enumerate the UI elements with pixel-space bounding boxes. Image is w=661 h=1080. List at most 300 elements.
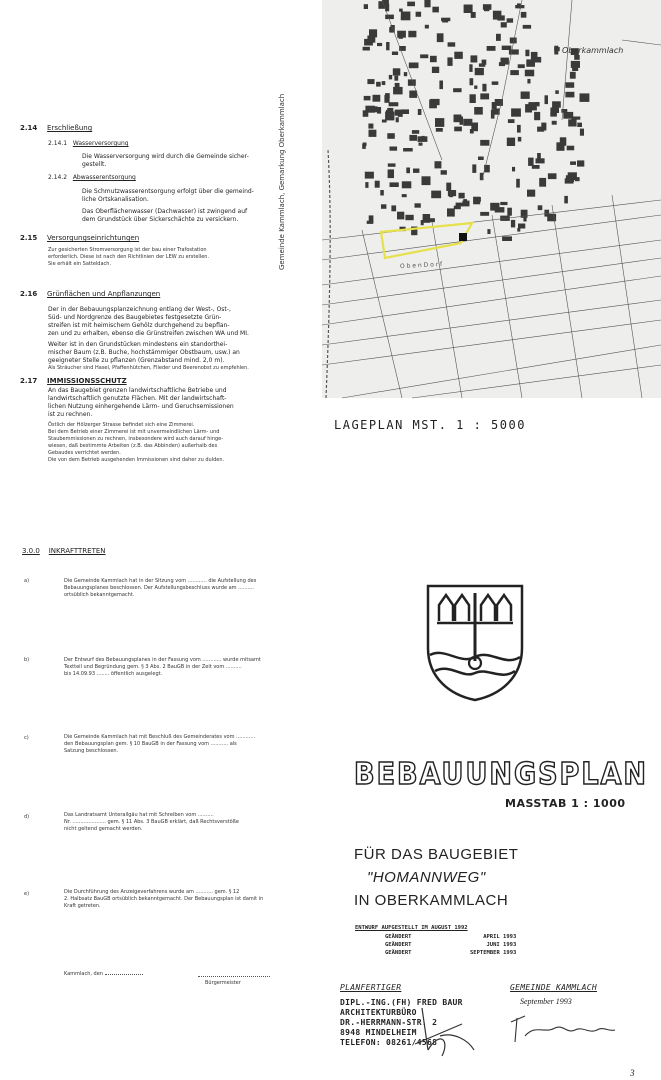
building-block — [418, 109, 422, 115]
section-number: 2.14.1 — [48, 140, 68, 147]
building-block — [442, 19, 448, 22]
building-block — [406, 168, 410, 174]
building-block — [527, 190, 535, 197]
building-block — [577, 160, 584, 166]
building-block — [426, 219, 434, 223]
paragraph-2-14-1 — [82, 153, 249, 169]
text-line: liche Ortskanalisation. — [82, 196, 149, 203]
building-block — [552, 101, 561, 107]
building-block — [537, 153, 541, 160]
building-block — [409, 135, 417, 141]
text-line: Der Entwurf des Bebauungsplanes in der Fassung vom ............ wurde mitsamt — [64, 657, 261, 663]
building-block — [577, 123, 582, 127]
place-label: Oberkammlach — [562, 46, 624, 55]
building-block — [377, 107, 381, 114]
municipality-heading: GEMEINDE KAMMLACH — [510, 983, 597, 992]
building-block — [367, 79, 374, 84]
planfertiger-heading: PLANFERTIGER — [340, 983, 402, 992]
building-block — [518, 224, 525, 229]
building-block — [493, 11, 502, 20]
building-block — [523, 25, 531, 29]
building-block — [385, 112, 394, 121]
building-block — [510, 70, 519, 75]
text-line: mischer Baum (z.B. Buche, hochstämmiger Obstbaum, usw.) an — [48, 349, 240, 356]
section-number: 2.14.2 — [48, 174, 68, 181]
building-block — [470, 78, 474, 85]
parcel-lines — [322, 0, 661, 398]
section-number: 2.17 — [20, 377, 38, 385]
building-block — [541, 123, 546, 131]
building-block — [405, 215, 413, 220]
building-block — [502, 236, 512, 241]
boundary-label: Gemeinde Kammlach, Gemarkung Oberkammlach — [278, 93, 286, 270]
building-block — [555, 90, 559, 94]
coat-of-arms-icon — [425, 583, 525, 703]
signature-role: Bürgermeister — [205, 980, 241, 986]
building-block — [487, 229, 490, 234]
building-block — [441, 170, 447, 175]
step-a-text — [64, 578, 256, 599]
building-block — [389, 75, 392, 80]
building-block — [431, 191, 441, 199]
building-block — [463, 199, 467, 205]
plan-title: BEBAUUNGSPLAN — [354, 757, 648, 792]
text-line: zen und zu erhalten, ebenso die Grünstreifen zwischen WA und MI. — [48, 330, 249, 337]
building-block — [502, 46, 512, 50]
section-title: Abwasserentsorgung — [72, 174, 136, 181]
text-line: Textteil und Begründung gem. § 3 Abs. 2 BauGB in der Zeit vom .......... — [64, 664, 242, 670]
building-block — [424, 0, 430, 7]
subsection-2-14-2 — [48, 174, 136, 182]
building-block — [363, 143, 367, 147]
revision-row-3 — [385, 950, 516, 957]
building-block — [508, 119, 515, 123]
building-block — [580, 93, 590, 102]
text-line: geeigneter Stelle zu pflanzen (Grenzabstand mind. 2,0 m). — [48, 357, 225, 364]
step-d-text — [64, 812, 239, 833]
building-block — [507, 18, 513, 22]
building-block — [518, 137, 522, 142]
building-block — [365, 182, 368, 188]
section-number: 2.16 — [20, 290, 38, 298]
text-line: Als Sträucher sind Hasel, Pfaffenhütchen, Flieder und Beerenobst zu empfehlen. — [48, 365, 249, 371]
building-block — [454, 52, 463, 59]
building-block — [454, 127, 462, 132]
plan-scale: MASSTAB 1 : 1000 — [505, 797, 626, 810]
building-block — [552, 121, 557, 125]
building-block — [403, 148, 413, 152]
building-block — [535, 102, 540, 106]
text-line: Sie erhält ein Satteldach. — [48, 261, 112, 267]
text-line: erforderlich. Diese ist nach den Richtlinien der LEW zu erstellen. — [48, 254, 210, 260]
building-block — [501, 22, 507, 27]
text-line: nicht geltend gemacht werden. — [64, 826, 143, 832]
building-block — [464, 5, 473, 14]
building-block — [420, 54, 428, 58]
building-block — [527, 79, 530, 84]
building-block — [447, 57, 452, 66]
section-title: Wasserversorgung — [72, 140, 129, 147]
building-block — [507, 138, 515, 146]
map-drawing — [322, 0, 661, 398]
text-line: wiesen, daß bestimmte Arbeiten (z.B. das Abbinden) außerhalb des — [48, 443, 218, 449]
place-date-label: Kammlach, den — [64, 971, 103, 977]
building-block — [550, 108, 559, 114]
building-block — [394, 76, 398, 81]
signature-line — [198, 976, 270, 977]
building-block — [389, 102, 399, 106]
building-block — [470, 94, 476, 103]
step-c-label: c) — [24, 735, 29, 741]
building-block — [397, 31, 406, 38]
building-block — [459, 193, 465, 199]
text-line: Das Oberflächenwasser (Dachwasser) ist zwingend auf — [82, 208, 248, 215]
building-block — [364, 4, 368, 9]
field-label: O b e n D o r f — [399, 260, 443, 271]
building-block — [418, 136, 428, 142]
building-block — [382, 81, 386, 85]
step-b-label: b) — [24, 657, 30, 663]
section-heading-2-14 — [20, 124, 92, 133]
building-block — [480, 212, 489, 216]
building-block — [512, 167, 515, 172]
text-line: Staubemmissionen zu rechnen, insbesondere wird auch darauf hinge- — [48, 436, 224, 442]
text-line: Östlich der Hölzerger Strasse befindet sich eine Zimmerei. — [48, 422, 195, 428]
building-block — [439, 81, 443, 90]
subtitle-line-3: IN OBERKAMMLACH — [354, 892, 509, 909]
building-block — [386, 42, 389, 50]
building-block — [392, 52, 398, 56]
building-block — [492, 81, 499, 85]
building-block — [453, 88, 462, 92]
section-number: 2.14 — [20, 124, 38, 132]
building-block — [368, 124, 373, 129]
village-buildings — [362, 0, 589, 241]
building-block — [436, 128, 443, 132]
building-block — [568, 119, 576, 126]
section-heading-3-0-0 — [22, 547, 106, 556]
text-line: Die von dem Betrieb ausgehenden Immissionen sind daher zu dulden. — [48, 457, 225, 463]
text-line: Satzung beschlossen. — [64, 748, 119, 754]
address-line: 8948 MINDELHEIM — [340, 1028, 417, 1037]
text-line: gestellt. — [82, 161, 107, 168]
building-block — [474, 107, 483, 115]
building-block — [554, 47, 560, 51]
text-line: Die Gemeinde Kammlach hat in der Sitzung vom ............ die Aufstellung des — [64, 578, 257, 584]
section-number: 3.0.0 — [22, 547, 40, 555]
text-line: dem Grundstück über Sickerschächte zu versickern. — [82, 216, 239, 223]
building-block — [565, 82, 574, 88]
text-line: Die Schmutzwasserentsorgung erfolgt über die gemeind- — [82, 188, 254, 195]
subtitle-line-1: FÜR DAS BAUGEBIET — [354, 846, 519, 863]
subtitle-line-2: "HOMANNWEG" — [367, 869, 486, 886]
building-block — [474, 86, 477, 89]
section-heading-2-16 — [20, 290, 160, 299]
building-block — [528, 158, 534, 166]
building-block — [375, 181, 380, 188]
building-block — [376, 82, 381, 87]
building-block — [413, 169, 419, 173]
building-block — [402, 194, 407, 197]
step-a-label: a) — [24, 578, 30, 584]
building-block — [475, 68, 484, 75]
building-block — [534, 112, 540, 120]
text-line: Weiter ist in den Grundstücken mindestens ein standorthei- — [48, 341, 228, 348]
revision-row-1 — [385, 934, 516, 941]
building-block — [568, 172, 577, 180]
building-block — [391, 205, 396, 211]
address-line: TELEFON: 08261/4568 — [340, 1038, 438, 1047]
text-line: bis 14.09.93 ........ öffentlich ausgelegt. — [64, 671, 163, 677]
building-block — [399, 9, 403, 12]
text-line: ist zu rechnen. — [48, 411, 93, 418]
address-line: DR.-HERRMANN-STR. 2 — [340, 1018, 438, 1027]
building-block — [516, 179, 520, 188]
revision-date: SEPTEMBER 1993 — [469, 950, 517, 956]
building-block — [409, 91, 417, 98]
architect-signature — [410, 1000, 480, 1060]
building-block — [390, 182, 399, 187]
building-block — [396, 117, 399, 122]
site-highlight — [381, 223, 472, 258]
coat-of-arms-seal — [425, 583, 525, 703]
section-title: INKRAFTTRETEN — [48, 547, 106, 555]
building-block — [525, 70, 534, 77]
building-block — [570, 72, 576, 79]
municipality-date: September 1993 — [520, 997, 572, 1006]
building-block — [521, 12, 527, 18]
step-e-label: e) — [24, 891, 30, 897]
text-line: Bei dem Betrieb einer Zimmerei ist mit unvermeindlichen Lärm- und — [48, 429, 220, 435]
building-block — [511, 108, 521, 116]
building-block — [385, 15, 394, 20]
text-line: Der in der Bebauungsplanzeichnung entlang der West-, Ost-, — [48, 306, 231, 313]
text-line: streifen ist mit heimischem Gehölz durchgehend zu bepflan- — [48, 322, 230, 329]
building-block — [539, 178, 546, 187]
building-block — [448, 42, 456, 46]
revision-label: GEÄNDERT — [385, 934, 412, 940]
building-block — [480, 93, 489, 99]
text-line: Die Durchführung des Anzeigeverfahrens wurde am ........... gem. § 12 — [64, 889, 240, 895]
revision-label: GEÄNDERT — [385, 950, 412, 956]
building-block — [487, 46, 496, 51]
building-block — [525, 50, 529, 57]
building-block — [501, 58, 509, 65]
building-block — [518, 64, 525, 68]
site-building — [459, 233, 467, 241]
text-line: Das Landratsamt Unterallgäu hat mit Schreiben vom .......... — [64, 812, 214, 818]
building-block — [517, 228, 520, 232]
text-line: Die Wasserversorgung wird durch die Gemeinde sicher- — [82, 153, 249, 160]
building-block — [416, 12, 422, 17]
building-block — [430, 56, 437, 62]
building-block — [432, 67, 439, 73]
section-title: Grünflächen und Anpflanzungen — [47, 290, 161, 298]
page-number: 3 — [630, 1068, 635, 1078]
building-block — [471, 55, 478, 62]
text-line: Zur gesicherten Stromversorgung ist der bau einer Trafostation — [48, 247, 207, 253]
building-block — [449, 193, 453, 197]
building-block — [393, 68, 401, 75]
building-block — [401, 16, 405, 20]
building-block — [378, 1, 385, 9]
building-block — [402, 181, 412, 188]
mayor-signature — [505, 1008, 620, 1048]
section-heading-2-17 — [20, 377, 127, 386]
building-block — [395, 83, 400, 88]
section-number: 2.15 — [20, 234, 38, 242]
address-line: ARCHITEKTURBÜRO — [340, 1008, 417, 1017]
building-block — [380, 190, 384, 196]
building-block — [521, 92, 530, 99]
building-block — [530, 107, 537, 111]
building-block — [574, 55, 580, 60]
text-line: Nr. ..................... gem. § 11 Abs. 3 BauGB erklärt, daß Rechtsverstöße — [64, 819, 239, 825]
section-title: Erschließung — [47, 124, 93, 132]
building-block — [548, 173, 557, 179]
building-block — [526, 59, 535, 66]
step-c-text — [64, 734, 255, 755]
section-heading-2-15 — [20, 234, 139, 243]
revision-row-2 — [385, 942, 516, 949]
signature-place — [64, 971, 143, 978]
building-block — [364, 39, 373, 46]
building-block — [556, 142, 564, 151]
building-block — [480, 140, 489, 146]
building-block — [538, 205, 543, 210]
section-title: Versorgungseinrichtungen — [47, 234, 140, 242]
building-block — [419, 143, 423, 146]
building-block — [373, 95, 381, 102]
text-line: landwirtschaftlich genutzte Flächen. Mit der landwirtschaft- — [48, 395, 227, 402]
building-block — [397, 212, 404, 220]
building-block — [381, 204, 386, 209]
step-e-text — [64, 889, 263, 910]
building-block — [407, 2, 415, 7]
paragraph-2-17 — [48, 387, 234, 464]
building-block — [580, 129, 584, 136]
building-block — [570, 161, 576, 165]
building-block — [456, 203, 463, 207]
text-line: Bebauungsplanes beschlossen. Der Aufstellungsbeschluss wurde am .......... — [64, 585, 255, 591]
location-plan-caption: LAGEPLAN MST. 1 : 5000 — [334, 418, 526, 432]
revision-date: JUNI 1993 — [486, 942, 517, 948]
text-line: Kraft getreten. — [64, 903, 101, 909]
building-block — [365, 172, 374, 179]
building-block — [472, 164, 476, 173]
building-block — [478, 157, 484, 161]
address-line: DIPL.-ING.(FH) FRED BAUR — [340, 998, 463, 1007]
building-block — [387, 133, 395, 139]
revision-date: 1992 — [454, 925, 468, 931]
building-block — [363, 47, 370, 51]
building-block — [500, 202, 507, 205]
building-block — [369, 215, 374, 223]
section-title: IMMISSIONSSCHUTZ — [47, 377, 127, 385]
building-block — [545, 95, 549, 104]
building-block — [475, 197, 481, 202]
building-block — [571, 117, 580, 120]
text-line: 2. Halbsatz BauGB ortsüblich bekanntgemacht. Der Bebauungsplan ist damit in — [64, 896, 264, 902]
building-block — [447, 208, 455, 216]
subsection-2-14-1 — [48, 140, 129, 148]
building-block — [496, 34, 501, 41]
building-block — [482, 60, 487, 65]
municipal-boundary — [326, 150, 330, 398]
building-block — [517, 125, 521, 133]
building-block — [425, 25, 429, 29]
building-block — [435, 161, 442, 168]
building-block — [369, 29, 377, 37]
building-block — [364, 96, 371, 101]
building-block — [395, 110, 403, 116]
building-block — [409, 63, 419, 69]
text-line: An das Baugebiet grenzen landwirtschaftliche Betriebe und — [48, 387, 227, 394]
building-block — [564, 196, 568, 204]
paragraph-2-14-2 — [82, 188, 254, 224]
revision-row-0 — [355, 925, 468, 932]
building-block — [388, 163, 396, 166]
building-block — [511, 220, 515, 228]
building-block — [463, 119, 472, 126]
building-block — [509, 49, 519, 54]
building-block — [404, 72, 407, 76]
building-block — [369, 130, 377, 137]
building-block — [550, 112, 557, 116]
building-block — [571, 61, 580, 68]
building-block — [408, 31, 416, 38]
building-block — [390, 147, 398, 151]
building-block — [435, 118, 444, 127]
building-block — [565, 92, 574, 98]
building-block — [415, 203, 421, 207]
revision-label: GEÄNDERT — [385, 942, 412, 948]
text-line: Die Gemeinde Kammlach hat mit Beschluß des Gemeinderates vom ............ — [64, 734, 256, 740]
building-block — [422, 176, 431, 185]
building-block — [515, 5, 524, 8]
revision-label: ENTWURF AUFGESTELLT IM AUGUST — [355, 925, 452, 931]
text-line: Süd- und Nordgrenze des Baugebietes festgesetzte Grün- — [48, 314, 222, 321]
revision-date: APRIL 1993 — [483, 934, 517, 940]
text-line: ortsüblich bekanntgemacht. — [64, 592, 135, 598]
paragraph-2-16 — [48, 306, 249, 372]
building-block — [491, 110, 495, 119]
building-block — [446, 183, 451, 191]
text-line: den Bebauungsplan gem. § 10 BauGB in der Fassung vom ........... als — [64, 741, 237, 747]
building-block — [454, 115, 462, 123]
building-block — [432, 7, 439, 13]
building-block — [567, 146, 575, 151]
paragraph-2-15 — [48, 247, 209, 268]
building-block — [377, 43, 382, 46]
building-block — [482, 84, 486, 92]
text-line: lichen Nutzung einhergehende Lärm- und Geruchsemissionen — [48, 403, 234, 410]
building-block — [437, 33, 444, 42]
site-location-map — [278, 0, 661, 398]
building-block — [393, 87, 403, 95]
building-block — [388, 169, 394, 178]
building-block — [507, 208, 512, 216]
step-d-label: d) — [24, 814, 30, 820]
building-block — [490, 203, 499, 211]
building-block — [384, 95, 389, 103]
building-block — [363, 110, 369, 117]
building-block — [483, 4, 492, 10]
building-block — [469, 64, 472, 72]
building-block — [430, 99, 439, 105]
text-line: Gebaudes verrichtet werden. — [48, 450, 121, 456]
step-b-text — [64, 657, 261, 678]
